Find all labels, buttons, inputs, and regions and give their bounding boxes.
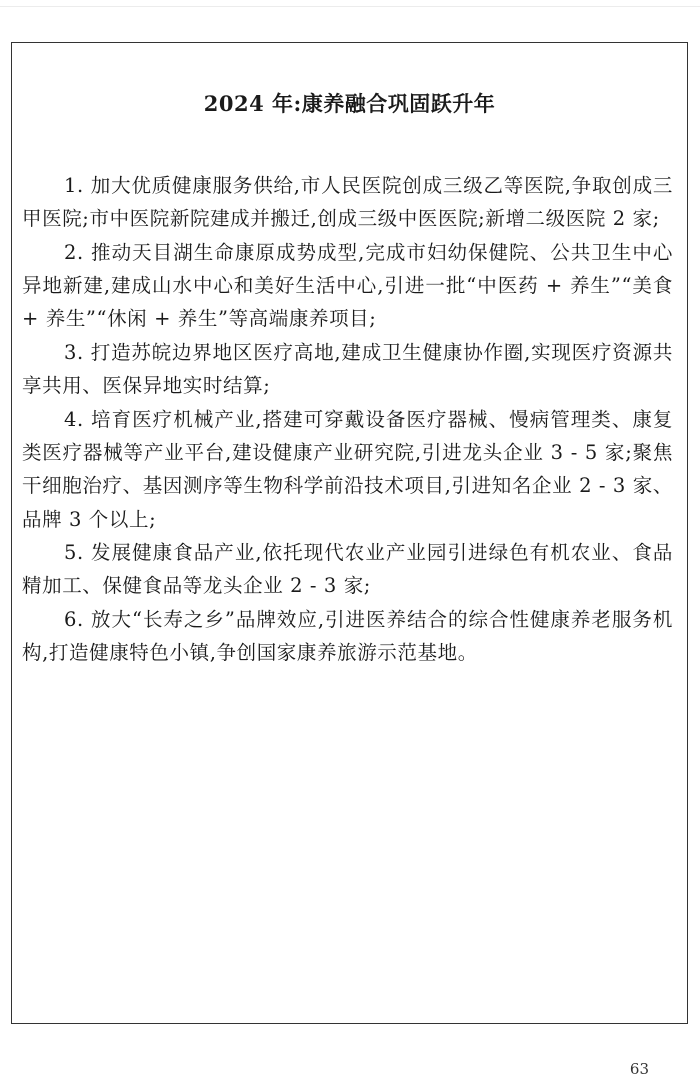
paragraph-1: 1. 加大优质健康服务供给,市人民医院创成三级乙等医院,争取创成三甲医院;市中医院新院建成并搬迁,创成三级中医医院;新增二级医院 2 家; (22, 174, 673, 231)
paragraph-4: 4. 培育医疗机械产业,搭建可穿戴设备医疗器械、慢病管理类、康复类医疗器械等产业平台,建设健康产业研究院,引进龙头企业 3 - 5 家;聚焦干细胞治疗、基因测序等生物科学前沿技术项目,引进知名企业 2 - 3 家、品牌 3 个以上; (22, 407, 673, 531)
page-title: 2024 年:康养融合巩固跃升年 (203, 91, 496, 116)
top-divider (0, 6, 700, 7)
paragraph-6: 6. 放大“长寿之乡”品牌效应,引进医养结合的综合性健康养老服务机构,打造健康特色小镇,争创国家康养旅游示范基地。 (22, 608, 673, 665)
content-frame (11, 42, 688, 1024)
paragraph-5: 5. 发展健康食品产业,依托现代农业产业园引进绿色有机农业、食品精加工、保健食品等龙头企业 2 - 3 家; (22, 541, 673, 598)
body-text (22, 169, 673, 670)
paragraph-2: 2. 推动天目湖生命康原成势成型,完成市妇幼保健院、公共卫生中心异地新建,建成山水中心和美好生活中心,引进一批“中医药 + 养生”“美食 + 养生”“休闲 + 养生”等高端康养项目; (22, 240, 673, 331)
page-number: 63 (629, 1060, 649, 1078)
paragraph-3: 3. 打造苏皖边界地区医疗高地,建成卫生健康协作圈,实现医疗资源共享共用、医保异地实时结算; (22, 341, 673, 398)
